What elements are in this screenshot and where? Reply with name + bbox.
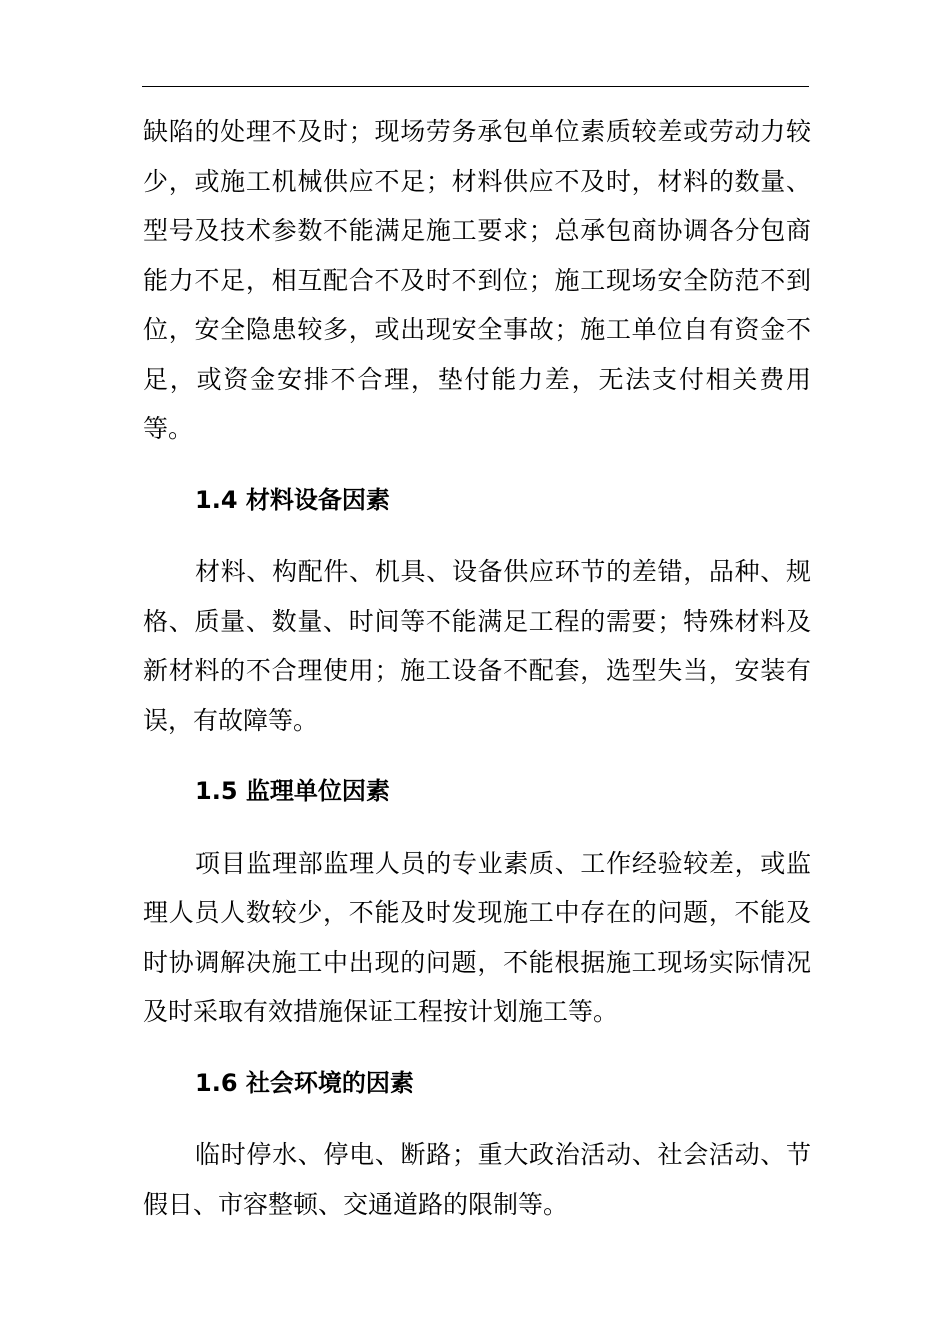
paragraph-social-environment: 临时停水、停电、断路；重大政治活动、社会活动、节假日、市容整顿、交通道路的限制等。 bbox=[143, 1140, 811, 1219]
header-rule bbox=[142, 86, 809, 87]
section-heading-1-5: 1.5 监理单位因素 bbox=[195, 777, 390, 805]
document-body bbox=[143, 107, 811, 1229]
paragraph-materials-equipment: 材料、构配件、机具、设备供应环节的差错，品种、规格、质量、数量、时间等不能满足工程的需要；特殊材料及新材料的不合理使用；施工设备不配套，选型失当，安装有误，有故障等。 bbox=[143, 557, 811, 735]
section-heading-1-6: 1.6 社会环境的因素 bbox=[195, 1068, 414, 1097]
section-heading-1-4: 1.4 材料设备因素 bbox=[195, 485, 390, 514]
paragraph-supervision-unit: 项目监理部监理人员的专业素质、工作经验较差，或监理人员人数较少，不能及时发现施工中存在的问题，不能及时协调解决施工中出现的问题，不能根据施工现场实际情况及时采取有效措施保证工程按计划施工等。 bbox=[143, 848, 811, 1026]
paragraph-continued: 缺陷的处理不及时；现场劳务承包单位素质较差或劳动力较少，或施工机械供应不足；材料供应不及时，材料的数量、型号及技术参数不能满足施工要求；总承包商协调各分包商能力不足，相互配合不及时不到位；施工现场安全防范不到位，安全隐患较多，或出现安全事故；施工单位自有资金不足，或资金安排不合理，垫付能力差，无法支付相关费用等。 bbox=[143, 117, 811, 443]
